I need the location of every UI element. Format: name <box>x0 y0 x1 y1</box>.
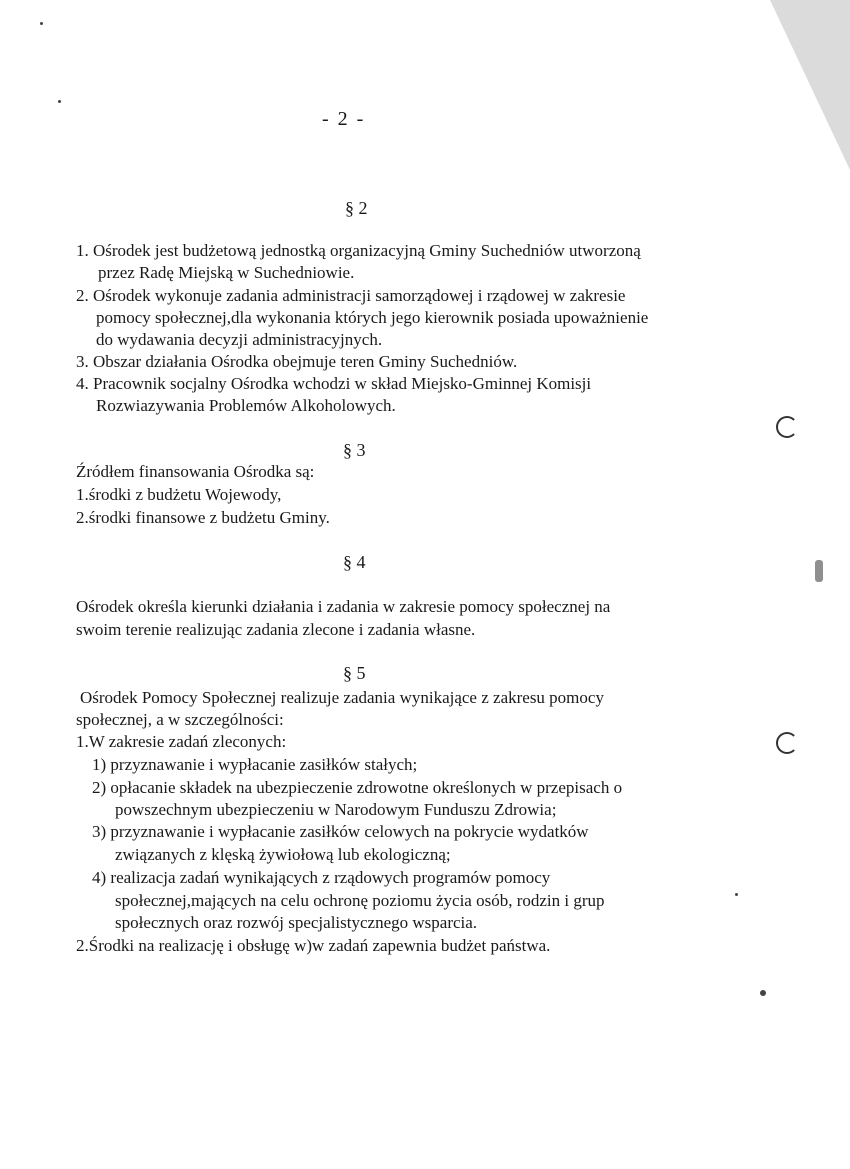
text-line: powszechnym ubezpieczeniu w Narodowym Funduszu Zdrowia; <box>115 800 557 819</box>
text-line: 3. Obszar działania Ośrodka obejmuje teren Gminy Suchedniów. <box>76 352 518 371</box>
scan-speck <box>815 560 823 582</box>
text-line: 2) opłacanie składek na ubezpieczenie zdrowotne określonych w przepisach o <box>92 778 623 797</box>
scan-speck <box>40 22 43 25</box>
punch-hole-icon <box>776 416 798 438</box>
text-line: pomocy społecznej,dla wykonania których jego kierownik posiada upoważnienie <box>96 308 649 327</box>
text-line: 1) przyznawanie i wypłacanie zasiłków stałych; <box>92 755 418 774</box>
text-line: 4. Pracownik socjalny Ośrodka wchodzi w skład Miejsko-Gminnej Komisji <box>76 374 592 393</box>
scan-speck <box>58 100 61 103</box>
text-line: 2.Środki na realizację i obsługę w)w zadań zapewnia budżet państwa. <box>76 936 551 955</box>
text-line: Ośrodek Pomocy Społecznej realizuje zadania wynikające z zakresu pomocy <box>80 688 604 707</box>
text-line: społecznej, a w szczególności: <box>76 710 284 729</box>
text-line: 2.środki finansowe z budżetu Gminy. <box>76 508 330 527</box>
text-line: Rozwiazywania Problemów Alkoholowych. <box>96 396 396 415</box>
page-fold-shadow <box>770 0 850 170</box>
text-line: społecznej,mających na celu ochronę poziomu życia osób, rodzin i grup <box>115 891 605 910</box>
text-line: swoim terenie realizując zadania zlecone i zadania własne. <box>76 620 476 639</box>
scan-speck <box>760 990 766 996</box>
text-line: 1.W zakresie zadań zleconych: <box>76 732 287 751</box>
text-line: 1.środki z budżetu Wojewody, <box>76 485 282 504</box>
scan-speck <box>735 893 738 896</box>
text-line: Ośrodek określa kierunki działania i zadania w zakresie pomocy społecznej na <box>76 597 611 616</box>
section-title: § 4 <box>343 552 366 572</box>
text-line: związanych z klęską żywiołową lub ekologiczną; <box>115 845 451 864</box>
section-title: § 2 <box>345 198 368 218</box>
text-line: Źródłem finansowania Ośrodka są: <box>76 462 315 481</box>
section-title: § 3 <box>343 440 366 460</box>
page-number: - 2 - <box>322 108 366 130</box>
section-title: § 5 <box>343 663 366 683</box>
text-line: do wydawania decyzji administracyjnych. <box>96 330 383 349</box>
text-line: przez Radę Miejską w Suchedniowie. <box>98 263 355 282</box>
text-line: 3) przyznawanie i wypłacanie zasiłków celowych na pokrycie wydatków <box>92 822 589 841</box>
text-line: 4) realizacja zadań wynikających z rządowych programów pomocy <box>92 868 551 887</box>
punch-hole-icon <box>776 732 798 754</box>
text-line: społecznych oraz rozwój specjalistycznego wsparcia. <box>115 913 478 932</box>
text-line: 1. Ośrodek jest budżetową jednostką organizacyjną Gminy Suchedniów utworzoną <box>76 241 641 260</box>
text-line: 2. Ośrodek wykonuje zadania administracji samorządowej i rządowej w zakresie <box>76 286 626 305</box>
